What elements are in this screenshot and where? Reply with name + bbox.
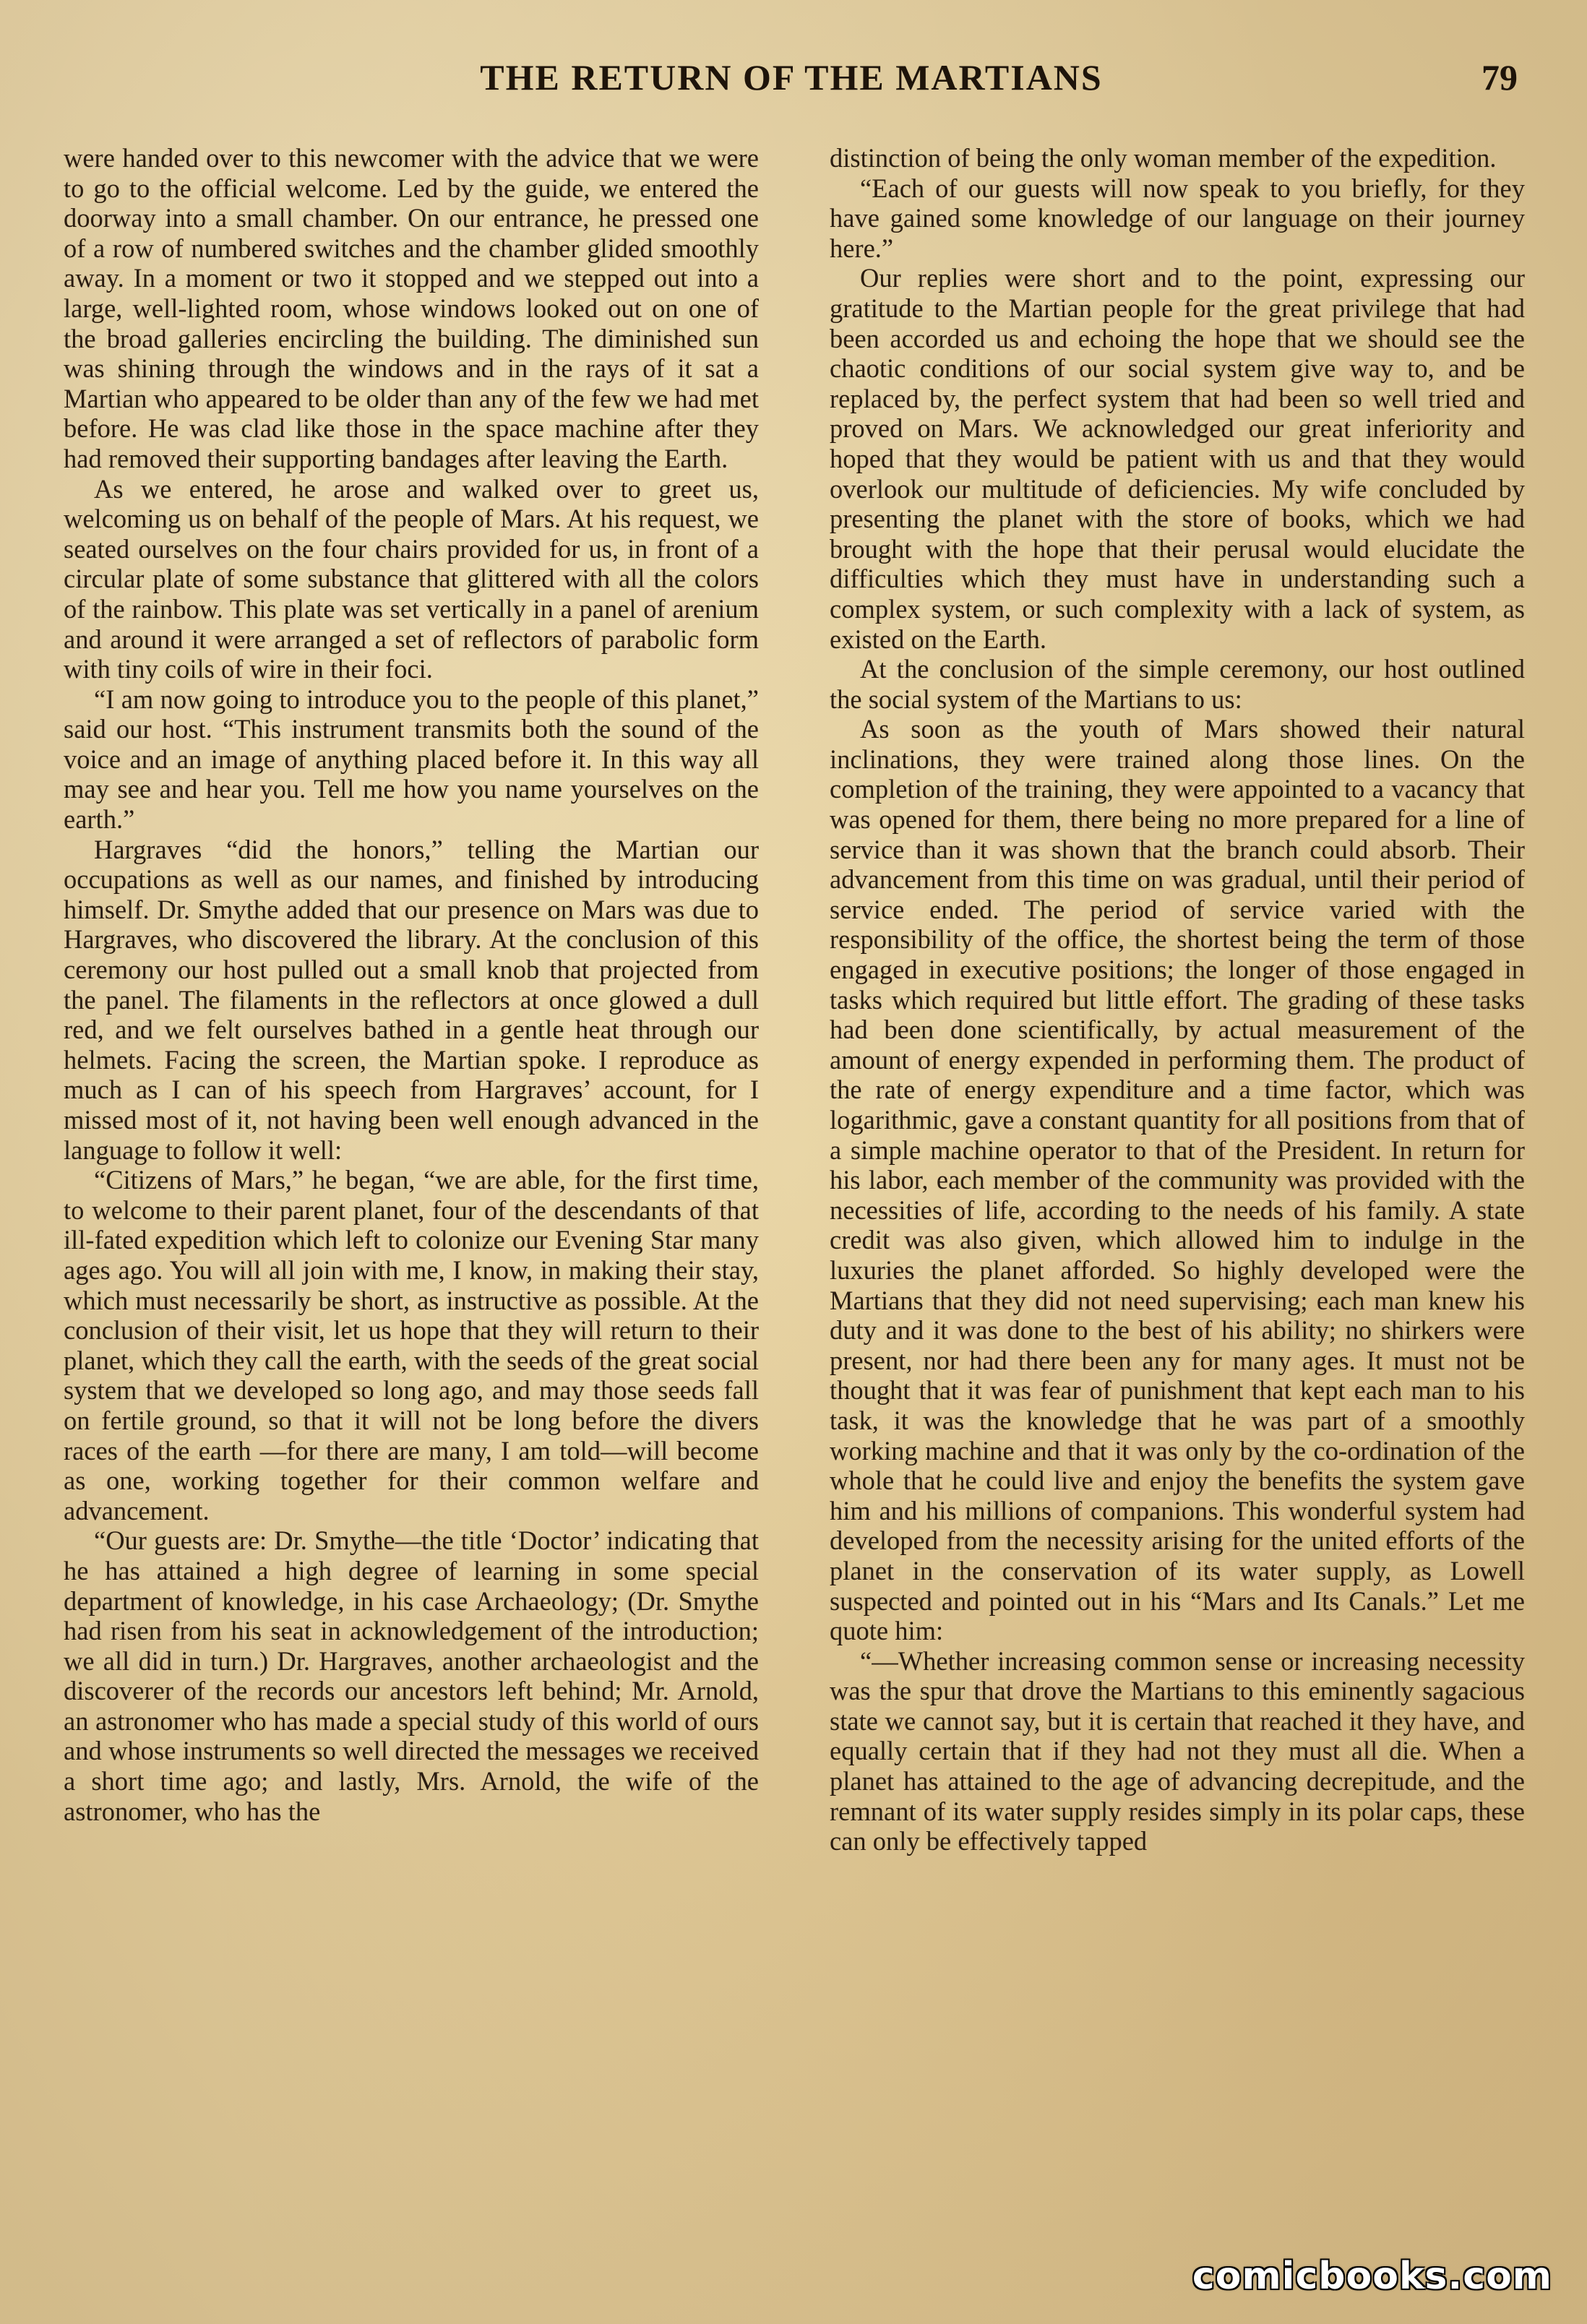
paragraph: “I am now going to introduce you to the people of this planet,” said our host. “This instrument transmits both the sound of the voice and an image of anything placed before it. In this way all may see and hear you. Tell me how you name yourselves on the earth.” xyxy=(64,684,759,835)
paragraph: As we entered, he arose and walked over to greet us, welcoming us on behalf of the people of Mars. At his request, we seated ourselves on the four chairs provided for us, in front of a circular plate of some substance that glittered with all the colors of the rainbow. This plate was set vertically in a panel of arenium and around it were arranged a set of reflectors of parabolic form with tiny coils of wire in their foci. xyxy=(64,473,759,684)
paragraph: “—Whether increasing common sense or increasing necessity was the spur that drove the Martians to this eminently sagacious state we cannot say, but it is certain that reached it they have, and equally certain that if they had not they must all die. When a planet has attained to the age of advancing decrepitude, and the remnant of its water supply resides simply in its polar caps, these can only be effectively tapped xyxy=(830,1645,1525,1856)
right-column xyxy=(830,143,1525,2275)
paragraph: At the conclusion of the simple ceremony, our host outlined the social system of the Martians to us: xyxy=(830,654,1525,714)
left-column xyxy=(64,143,759,2275)
paragraph: were handed over to this newcomer with the advice that we were to go to the official welcome. Led by the guide, we entered the doorway into a small chamber. On our entrance, he pressed one of a row of numbered switches and the chamber glided smoothly away. In a moment or two it stopped and we stepped out into a large, well-lighted room, whose windows looked out on one of the broad galleries encircling the building. The diminished sun was shining through the windows and in the rays of it sat a Martian who appeared to be older than any of the few we had met before. He was clad like those in the space machine after they had removed their supporting bandages after leaving the Earth. xyxy=(64,143,759,473)
paragraph: “Our guests are: Dr. Smythe—the title ‘Doctor’ indicating that he has attained a high degree of learning in some special department of knowledge, in his case Archaeology; (Dr. Smythe had risen from his seat in acknowledgement of the introduction; we all did in turn.) Dr. Hargraves, another archaeologist and the discoverer of the records our ancestors left behind; Mr. Arnold, an astronomer who has made a special study of this world of ours and whose instruments so well directed the messages we received a short time ago; and lastly, Mrs. Arnold, the wife of the astronomer, who has the xyxy=(64,1525,759,1826)
running-title: THE RETURN OF THE MARTIANS xyxy=(480,57,1103,98)
page-header xyxy=(65,56,1518,107)
paragraph: “Citizens of Mars,” he began, “we are able, for the first time, to welcome to their parent planet, four of the descendants of that ill-fated expedition which left to colonize our Evening Star many ages ago. You will all join with me, I know, in making their stay, which must necessarily be short, as instructive as possible. At the conclusion of their visit, let us hope that they will return to their planet, which they call the earth, with the seeds of the great social system that we developed so long ago, and may those seeds fall on fertile ground, so that it will not be long before the divers races of the earth —for there are many, I am told—will become as one, working together for their common welfare and advancement. xyxy=(64,1165,759,1525)
paragraph: As soon as the youth of Mars showed their natural inclinations, they were trained along those lines. On the completion of the training, they were appointed to a vacancy that was opened for them, there being no more prepared for a line of service than it was shown that the branch could absorb. Their advancement from this time on was gradual, until their period of service ended. The period of service varied with the responsibility of the office, the shortest being the term of those engaged in executive positions; the longer of those engaged in tasks which required but little effort. The grading of these tasks had been done scientifically, by actual measurement of the amount of energy expended in performing them. The product of the rate of energy expenditure and a time factor, which was logarithmic, gave a constant quantity for all positions from that of a simple machine operator to that of the President. In return for his labor, each member of the community was provided with the necessities of life, according to the needs of his family. A state credit was also given, which allowed him to indulge in the luxuries the planet afforded. So highly developed were the Martians that they did not need supervising; each man knew his duty and it was done to the best of his ability; no shirkers were present, nor had there been any for many ages. It must not be thought that it was fear of punishment that kept each man to his task, it was the knowledge that he was part of a smoothly working machine and that it was only by the co-ordination of the whole that he could live and enjoy the benefits the system gave him and his millions of companions. This wonderful system had developed from the necessity arising for the united efforts of the planet in the conservation of its water supply, as Lowell suspected and pointed out in his “Mars and Its Canals.” Let me quote him: xyxy=(830,714,1525,1646)
paragraph: Hargraves “did the honors,” telling the Martian our occupations as well as our names, and finished by introducing himself. Dr. Smythe added that our presence on Mars was due to Hargraves, who discovered the library. At the conclusion of this ceremony our host pulled out a small knob that projected from the panel. The filaments in the reflectors at once glowed a dull red, and we felt ourselves bathed in a gentle heat through our helmets. Facing the screen, the Martian spoke. I reproduce as much as I can of his speech from Hargraves’ account, for I missed most of it, not having been well enough advanced in the language to follow it well: xyxy=(64,834,759,1165)
paragraph: Our replies were short and to the point, expressing our gratitude to the Martian people for the great privilege that had been accorded us and echoing the hope that we should see the chaotic conditions of our social system give way to, and be replaced by, the perfect system that had been so well tried and proved on Mars. We acknowledged our great inferiority and hoped that they would be patient with us and that they would overlook our multitude of deficiencies. My wife concluded by presenting the planet with the store of books, which we had brought with the hope that their perusal would elucidate the difficulties which they must have in understanding such a complex system, or such complexity with a lack of system, as existed on the Earth. xyxy=(830,263,1525,654)
page-number: 79 xyxy=(1481,57,1518,98)
paragraph: “Each of our guests will now speak to you briefly, for they have gained some knowledge of our language on their journey here.” xyxy=(830,173,1525,263)
watermark: comicbooks.com xyxy=(1192,2255,1552,2298)
article-body xyxy=(64,143,1525,2275)
paragraph: distinction of being the only woman member of the expedition. xyxy=(830,143,1497,173)
